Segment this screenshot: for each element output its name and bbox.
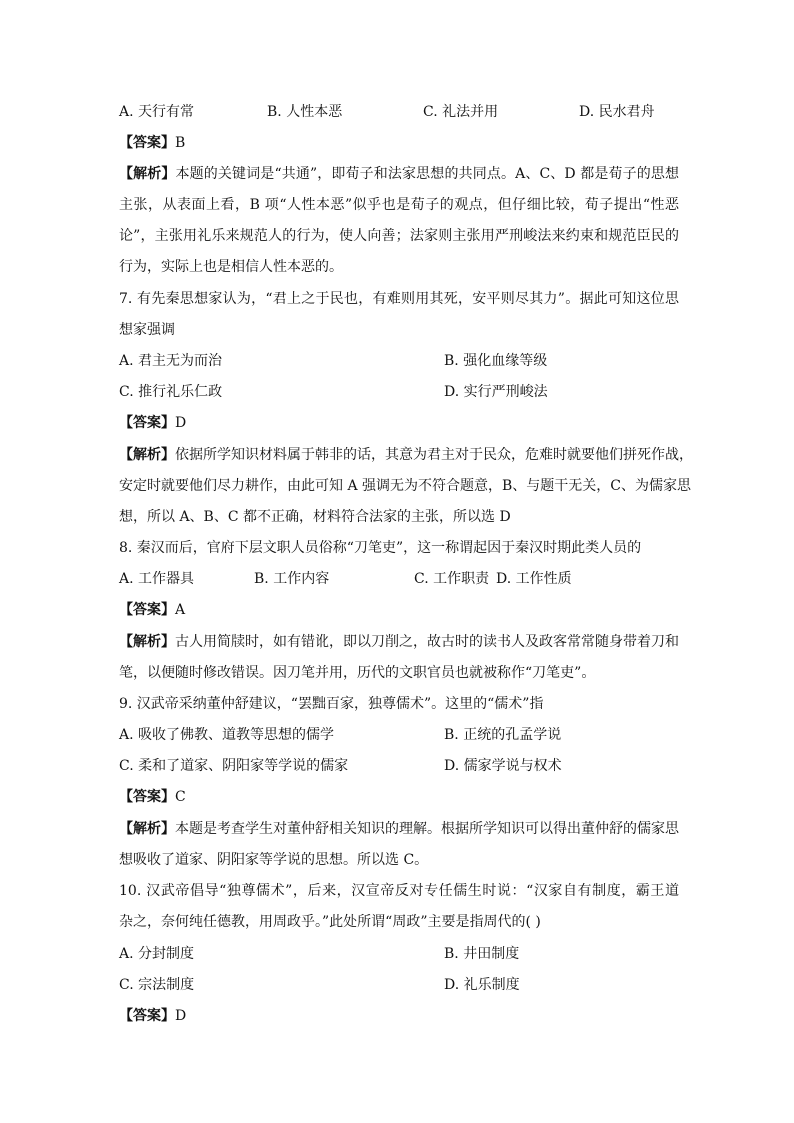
q8-option-a: A. 工作器具 bbox=[119, 571, 195, 587]
q8-stem: 8. 秦汉而后，官府下层文职人员俗称“刀笔吏”，这一称谓起因于秦汉时期此类人员的 bbox=[119, 540, 642, 556]
q6-analysis-line-3: 论”，主张用礼乐来规范人的行为，使人向善；法家则主张用严刑峻法来约束和规范臣民的 bbox=[119, 228, 679, 244]
q10-option-b: B. 井田制度 bbox=[444, 946, 520, 962]
q6-option-c: C. 礼法并用 bbox=[423, 104, 499, 120]
q7-option-c: C. 推行礼乐仁政 bbox=[119, 384, 223, 400]
q10-option-d: D. 礼乐制度 bbox=[444, 977, 520, 993]
q7-option-b: B. 强化血缘等级 bbox=[444, 353, 548, 369]
answer-value: C bbox=[175, 789, 186, 805]
answer-tag: 【答案】 bbox=[119, 789, 175, 805]
q7-option-d: D. 实行严刑峻法 bbox=[444, 384, 548, 400]
analysis-text: 古人用简牍时，如有错讹，即以刀削之，故古时的读书人及政客常常随身带着刀和 bbox=[175, 634, 679, 650]
answer-tag: 【答案】 bbox=[119, 1008, 175, 1024]
q6-analysis-line-4: 行为，实际上也是相信人性本恶的。 bbox=[119, 259, 343, 275]
q10-option-c: C. 宗法制度 bbox=[119, 977, 195, 993]
q8-option-c: C. 工作职责 bbox=[414, 571, 490, 587]
q6-analysis-line-1 bbox=[119, 164, 679, 184]
q6-option-a: A. 天行有常 bbox=[119, 104, 195, 120]
answer-value: A bbox=[175, 602, 186, 618]
q9-analysis-line-2: 想吸收了道家、阴阳家等学说的思想。所以选 C。 bbox=[119, 852, 429, 868]
q10-option-a: A. 分封制度 bbox=[119, 946, 195, 962]
q9-analysis-line-1 bbox=[119, 819, 679, 839]
answer-value: B bbox=[175, 135, 186, 151]
q10-answer bbox=[119, 1006, 679, 1026]
q8-analysis-line-2: 笔，以便随时修改错误。因刀笔并用，历代的文职官员也就被称作“刀笔吏”。 bbox=[119, 665, 596, 681]
q9-answer bbox=[119, 787, 679, 807]
answer-tag: 【答案】 bbox=[119, 135, 175, 151]
q8-option-d: D. 工作性质 bbox=[496, 571, 572, 587]
q10-stem-line-1: 10. 汉武帝倡导“独尊儒术”，后来，汉宣帝反对专任儒生时说：“汉家自有制度，霸王道 bbox=[119, 883, 679, 899]
q7-analysis-line-3: 想，所以 A、B、C 都不正确，材料符合法家的主张，所以选 D bbox=[119, 509, 511, 525]
q9-option-d: D. 儒家学说与权术 bbox=[444, 758, 562, 774]
analysis-tag: 【解析】 bbox=[119, 166, 176, 182]
q7-stem-line-2: 想家强调 bbox=[119, 322, 175, 338]
q7-stem-line-1: 7. 有先秦思想家认为，“君上之于民也，有难则用其死，安平则尽其力”。据此可知这位思 bbox=[119, 291, 679, 307]
q7-analysis-line-1 bbox=[119, 445, 693, 465]
answer-value: D bbox=[175, 1008, 187, 1024]
analysis-tag: 【解析】 bbox=[119, 634, 175, 650]
q6-option-d: D. 民水君舟 bbox=[579, 104, 655, 120]
q7-answer bbox=[119, 413, 679, 433]
q6-answer bbox=[119, 133, 679, 153]
analysis-tag: 【解析】 bbox=[119, 447, 175, 463]
analysis-text: 本题是考查学生对董仲舒相关知识的理解。根据所学知识可以得出董仲舒的儒家思 bbox=[175, 821, 679, 837]
answer-tag: 【答案】 bbox=[119, 415, 175, 431]
q8-analysis-line-1 bbox=[119, 632, 679, 652]
q7-analysis-line-2: 安定时就要他们尽力耕作，由此可知 A 强调无为不符合题意，B、与题干无关，C、为儒家思 bbox=[119, 478, 692, 494]
answer-tag: 【答案】 bbox=[119, 602, 175, 618]
analysis-tag: 【解析】 bbox=[119, 821, 175, 837]
q7-option-a: A. 君主无为而治 bbox=[119, 353, 223, 369]
q10-stem-line-2: 杂之，奈何纯任德教，用周政乎。”此处所谓“周政”主要是指周代的( ) bbox=[119, 914, 541, 930]
q6-option-b: B. 人性本恶 bbox=[267, 104, 343, 120]
q9-option-c: C. 柔和了道家、阴阳家等学说的儒家 bbox=[119, 758, 349, 774]
q8-answer bbox=[119, 600, 679, 620]
analysis-text: 依据所学知识材料属于韩非的话，其意为君主对于民众，危难时就要他们拼死作战， bbox=[175, 447, 693, 463]
q9-option-b: B. 正统的孔孟学说 bbox=[444, 727, 562, 743]
q9-stem: 9. 汉武帝采纳董仲舒建议，“罢黜百家，独尊儒术”。这里的“儒术”指 bbox=[119, 696, 544, 712]
q8-option-b: B. 工作内容 bbox=[254, 571, 330, 587]
analysis-text: 本题的关键词是“共通”，即荀子和法家思想的共同点。A、C、D 都是荀子的思想 bbox=[175, 166, 680, 182]
q9-option-a: A. 吸收了佛教、道教等思想的儒学 bbox=[119, 727, 335, 743]
q6-analysis-line-2: 主张，从表面上看，B 项“人性本恶”似乎也是荀子的观点，但仔细比较，荀子提出“性恶 bbox=[119, 197, 679, 213]
answer-value: D bbox=[175, 415, 187, 431]
